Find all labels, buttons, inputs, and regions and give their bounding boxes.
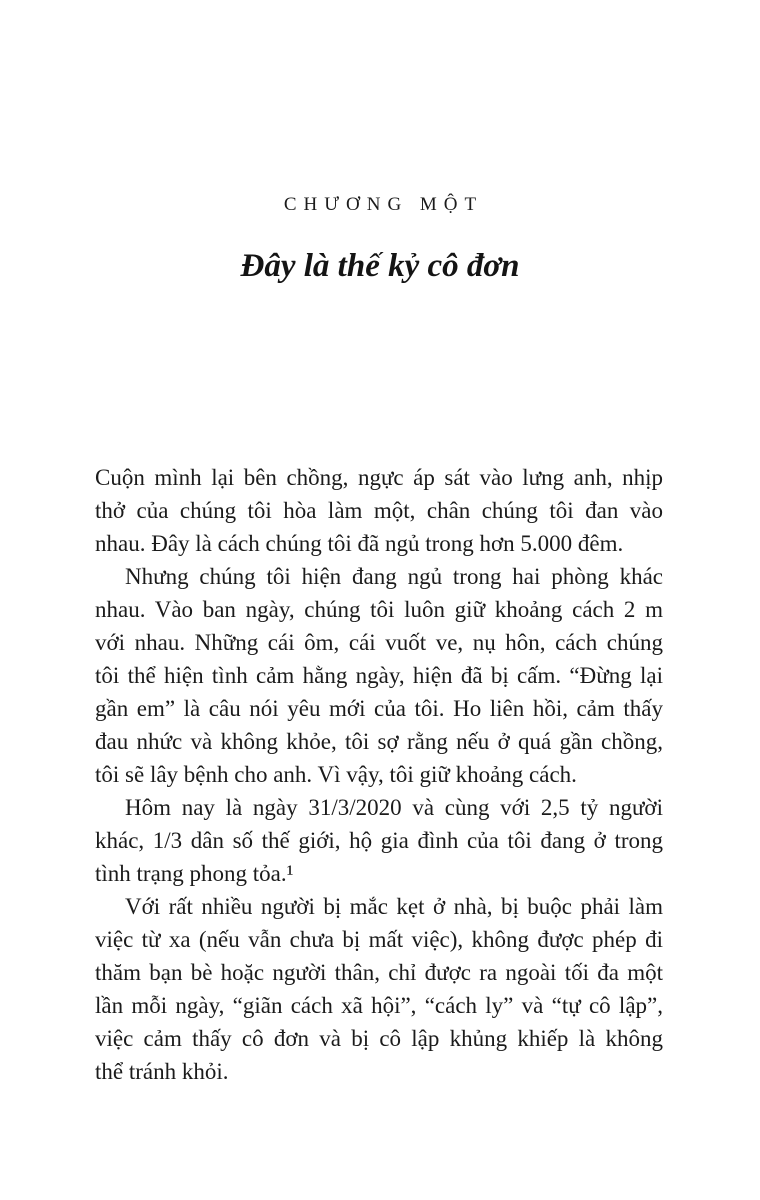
text-line: thở của chúng tôi hòa làm một, chân chúng tôi đan vào: [95, 498, 663, 523]
chapter-title: Đây là thế kỷ cô đơn: [240, 248, 520, 284]
chapter-label: CHƯƠNG MỘT: [283, 194, 484, 215]
paragraph-2: [95, 560, 663, 791]
paragraph-1: [95, 461, 663, 560]
text-line: thể tránh khỏi.: [95, 1059, 229, 1084]
text-line: việc từ xa (nếu vẫn chưa bị mất việc), không được phép đi: [95, 927, 663, 952]
text-line: lần mỗi ngày, “giãn cách xã hội”, “cách ly” và “tự cô lập”,: [95, 993, 663, 1018]
text-line-with-footnote: tình trạng phong tỏa.¹: [95, 861, 294, 886]
text-line: thăm bạn bè hoặc người thân, chỉ được ra ngoài tối đa một: [95, 960, 663, 985]
text-line: Nhưng chúng tôi hiện đang ngủ trong hai phòng khác: [125, 564, 663, 589]
paragraph-3: [95, 791, 663, 890]
text-line: khác, 1/3 dân số thế giới, hộ gia đình của tôi đang ở trong: [95, 828, 663, 853]
text-line: tôi sẽ lây bệnh cho anh. Vì vậy, tôi giữ khoảng cách.: [95, 762, 577, 787]
text-line: nhau. Vào ban ngày, chúng tôi luôn giữ khoảng cách 2 m: [95, 597, 663, 622]
text-line: Cuộn mình lại bên chồng, ngực áp sát vào lưng anh, nhịp: [95, 465, 663, 490]
text-line: gần em” là câu nói yêu mới của tôi. Ho liên hồi, cảm thấy: [95, 696, 663, 721]
text-line: với nhau. Những cái ôm, cái vuốt ve, nụ hôn, cách chúng: [95, 630, 663, 655]
paragraph-4: [95, 890, 663, 1088]
text-line: nhau. Đây là cách chúng tôi đã ngủ trong hơn 5.000 đêm.: [95, 531, 624, 556]
body-text: [95, 461, 663, 1088]
text-line: Hôm nay là ngày 31/3/2020 và cùng với 2,5 tỷ người: [125, 795, 663, 820]
text-line: việc cảm thấy cô đơn và bị cô lập khủng khiếp là không: [95, 1026, 663, 1051]
text-line: Với rất nhiều người bị mắc kẹt ở nhà, bị buộc phải làm: [125, 894, 663, 919]
text-line: đau nhức và không khỏe, tôi sợ rằng nếu ở quá gần chồng,: [95, 729, 663, 754]
text-line: tôi thể hiện tình cảm hằng ngày, hiện đã bị cấm. “Đừng lại: [95, 663, 663, 688]
